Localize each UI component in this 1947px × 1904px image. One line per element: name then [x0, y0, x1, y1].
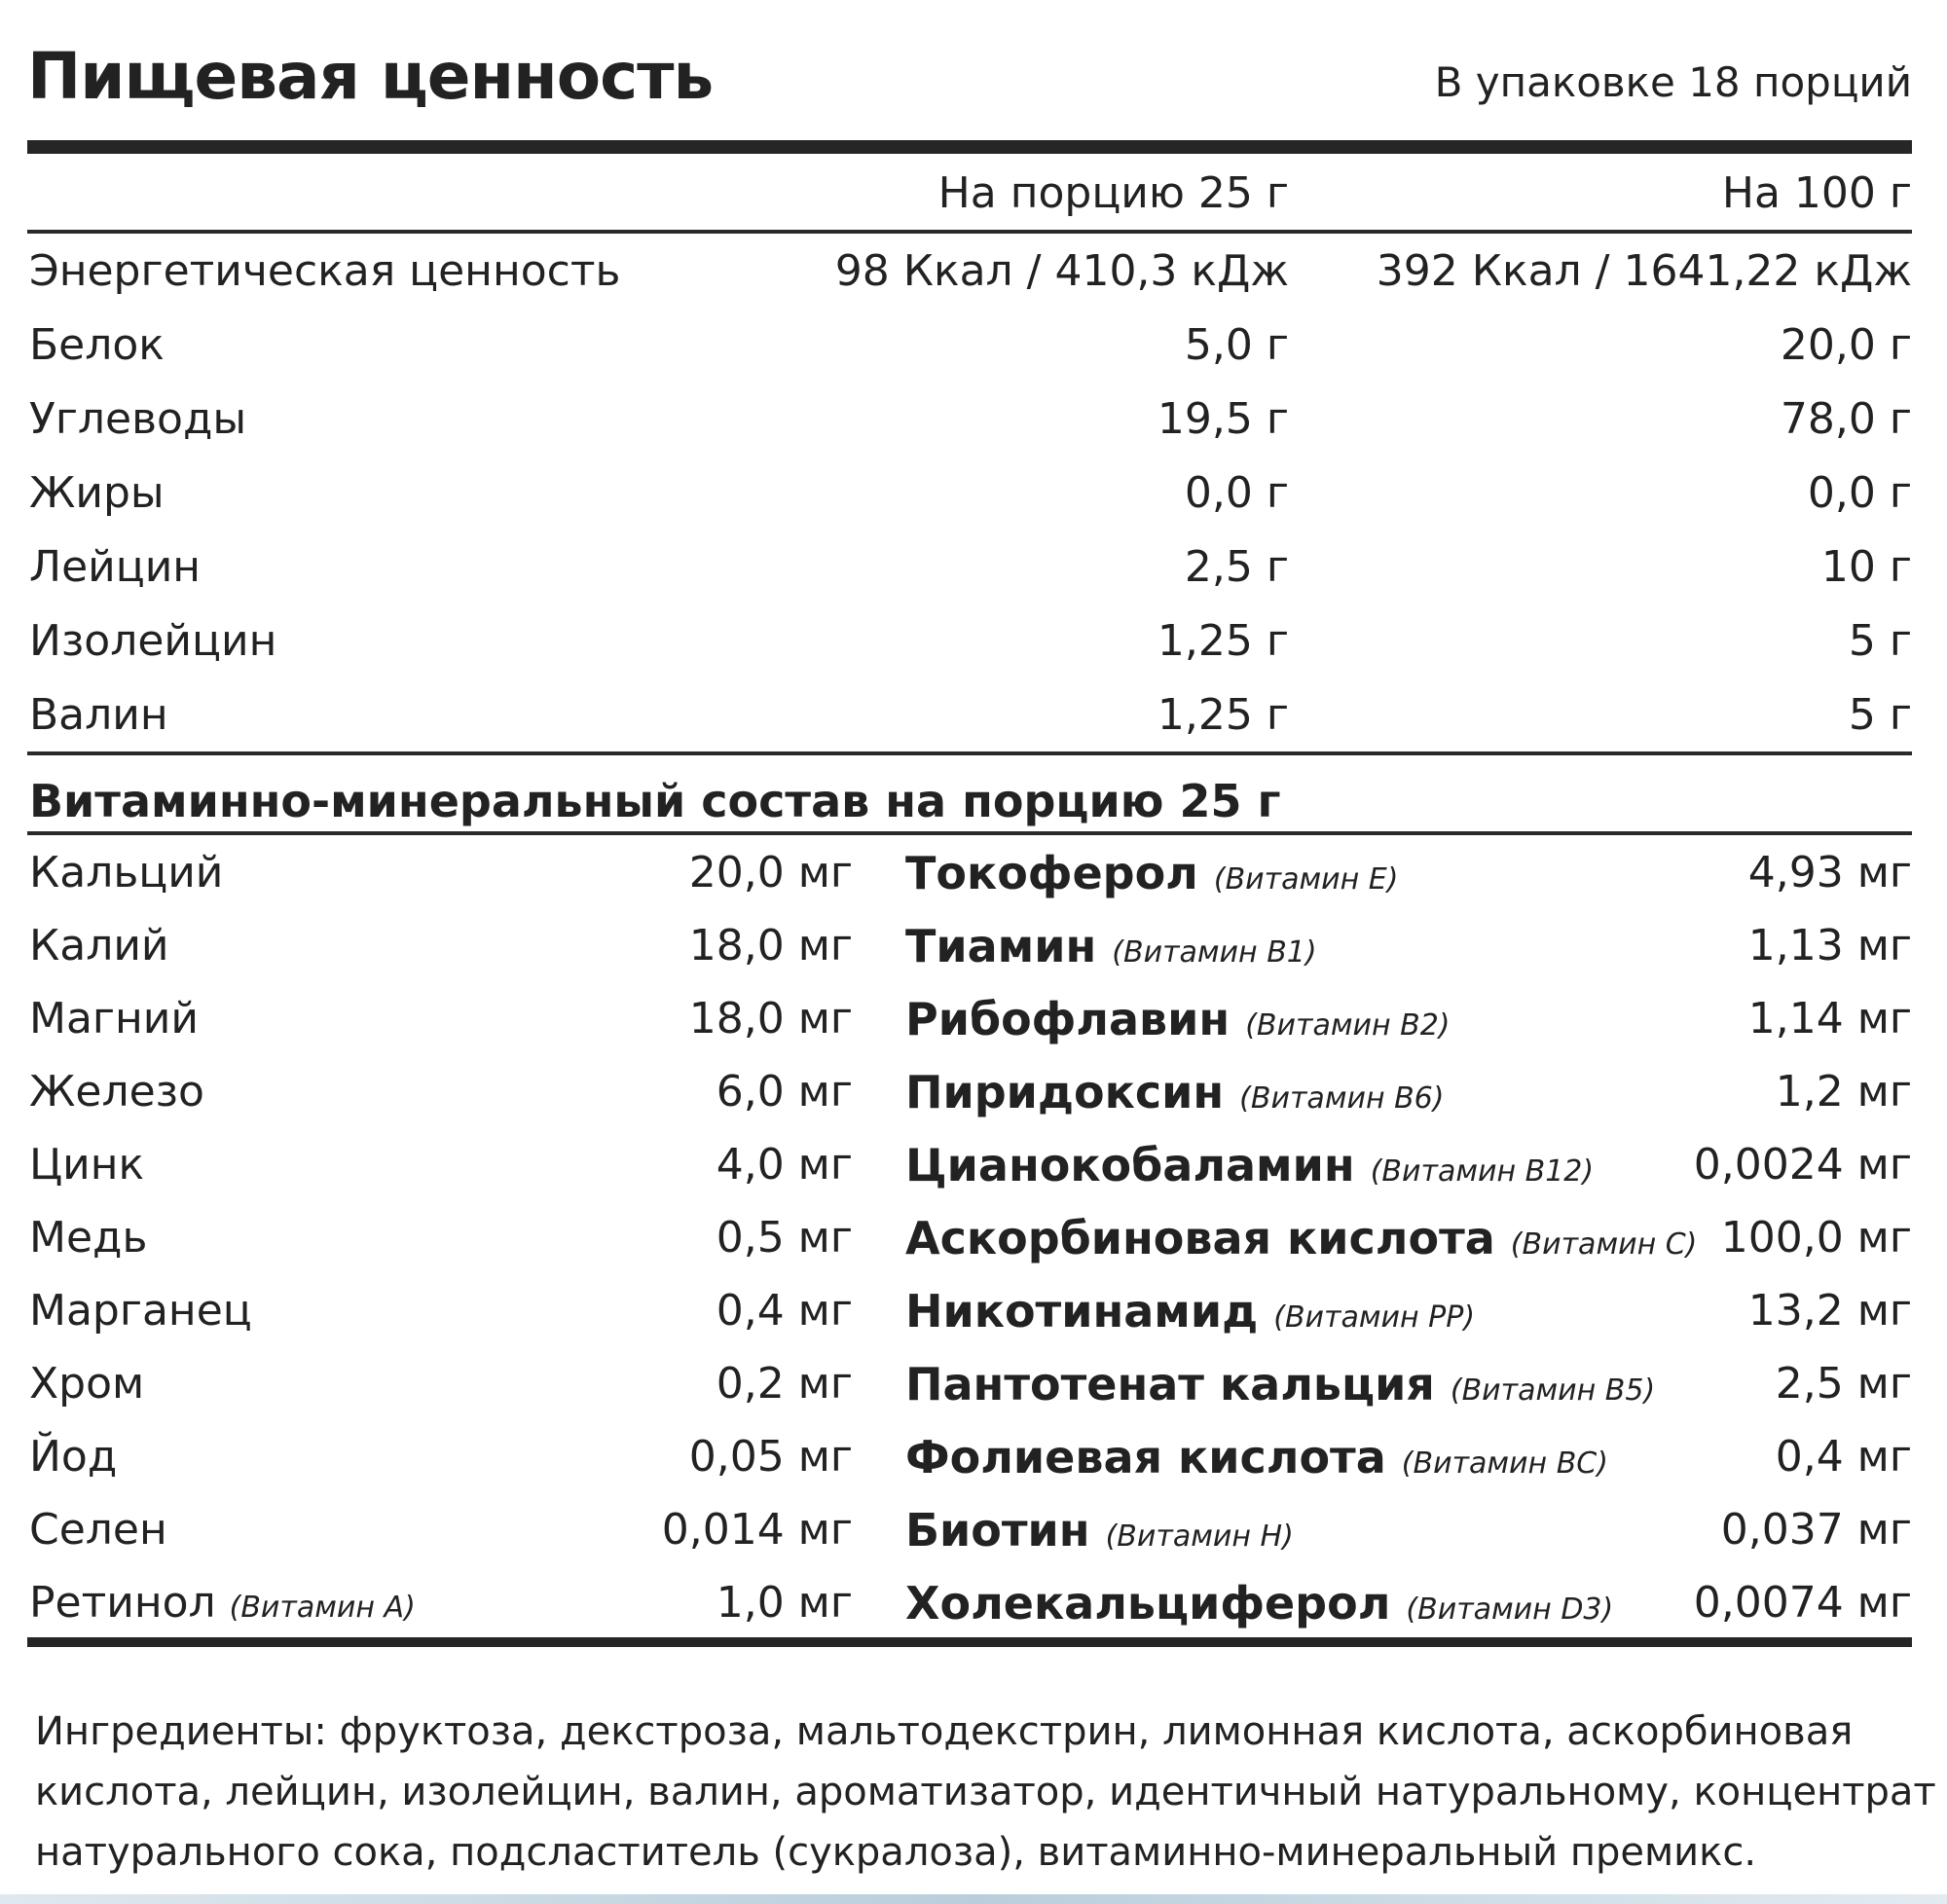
- vitamin-value: 100,0 мг: [1720, 1213, 1912, 1263]
- mineral-value: 4,0 мг: [716, 1140, 853, 1190]
- mineral-name: [29, 1432, 117, 1482]
- nutrient-name: Изолейцин: [29, 616, 277, 666]
- nutrient-name: Валин: [29, 690, 168, 740]
- vitamin-subtitle: (Витамин В1): [1112, 935, 1317, 970]
- divider-thick: [27, 140, 1912, 154]
- nutrient-per-serving: 19,5 г: [1157, 394, 1289, 444]
- vitamin-name-text: Никотинамид: [905, 1285, 1259, 1337]
- ingredients-line: натурального сока, подсластитель (сукралоза), витаминно-минеральный премикс.: [35, 1830, 1757, 1875]
- mineral-value: 0,2 мг: [716, 1359, 853, 1409]
- vitamin-value: 0,0024 мг: [1693, 1140, 1912, 1190]
- vitamin-row: [29, 1565, 1912, 1639]
- vitamin-row: [29, 1273, 1912, 1347]
- mineral-value: 0,4 мг: [716, 1286, 853, 1336]
- mineral-value: 18,0 мг: [688, 994, 853, 1044]
- nutrient-name: Углеводы: [29, 394, 247, 444]
- vitamin-name: [905, 1212, 1697, 1264]
- mineral-name-text: Калий: [29, 921, 169, 970]
- nutrient-per-serving: 0,0 г: [1184, 468, 1289, 518]
- nutrient-per-100g: 0,0 г: [1807, 468, 1912, 518]
- vitamin-subtitle: (Витамин С): [1510, 1227, 1698, 1262]
- vitamin-subtitle: (Витамин РР): [1273, 1300, 1476, 1335]
- vitamin-name-text: Пантотенат кальция: [905, 1358, 1435, 1410]
- vitamin-name-text: Фолиевая кислота: [905, 1431, 1386, 1483]
- vitamin-value: 1,14 мг: [1747, 994, 1912, 1044]
- vitamin-row: [29, 981, 1912, 1055]
- package-edge: [0, 1894, 1947, 1904]
- nutrient-name: Лейцин: [29, 542, 202, 592]
- mineral-value: 6,0 мг: [716, 1067, 853, 1117]
- nutrient-row: [29, 604, 1912, 677]
- vitamin-name-text: Аскорбиновая кислота: [905, 1212, 1495, 1264]
- vitamin-value: 4,93 мг: [1747, 848, 1912, 897]
- vitamin-row: [29, 1054, 1912, 1128]
- vitamin-name: [905, 920, 1317, 972]
- mineral-subtitle: (Витамин А): [229, 1591, 416, 1625]
- mineral-value: 18,0 мг: [688, 921, 853, 970]
- vitamin-value: 1,2 мг: [1775, 1067, 1912, 1117]
- mineral-name-text: Марганец: [29, 1286, 252, 1336]
- nutrient-row: [29, 677, 1912, 751]
- mineral-name-text: Магний: [29, 994, 200, 1044]
- nutrient-per-serving: 1,25 г: [1157, 690, 1289, 740]
- vitamin-value: 2,5 мг: [1775, 1359, 1912, 1409]
- ingredients-line: кислота, лейцин, изолейцин, валин, ароматизатор, идентичный натуральному, концентрат: [35, 1770, 1936, 1814]
- nutrient-row: [29, 234, 1912, 308]
- vitamin-subtitle: (Витамин Е): [1213, 862, 1399, 897]
- mineral-name-text: Медь: [29, 1213, 148, 1263]
- mineral-name-text: Ретинол: [29, 1578, 216, 1628]
- nutrient-per-100g: 78,0 г: [1780, 394, 1912, 444]
- vitamin-row: [29, 1419, 1912, 1493]
- mineral-name: [29, 1505, 167, 1555]
- vitamin-value: 0,037 мг: [1720, 1505, 1912, 1555]
- nutrient-per-serving: 5,0 г: [1184, 320, 1289, 370]
- vitamin-value: 0,4 мг: [1775, 1432, 1912, 1482]
- vitamin-row: [29, 1346, 1912, 1420]
- nutrient-row: [29, 530, 1912, 604]
- mineral-name-text: Кальций: [29, 848, 224, 897]
- vitamin-section-title: Витаминно-минеральный состав на порцию 25 г: [29, 775, 1281, 827]
- column-header-row: [29, 156, 1912, 230]
- nutrient-name: Энергетическая ценность: [29, 246, 621, 296]
- mineral-name: [29, 1213, 147, 1263]
- nutrient-per-100g: 392 Ккал / 1641,22 кДж: [1376, 246, 1912, 296]
- nutrient-per-serving: 1,25 г: [1157, 616, 1289, 666]
- vitamin-subtitle: (Витамин D3): [1406, 1593, 1614, 1627]
- vitamin-name: [905, 847, 1398, 899]
- nutrient-per-serving: 98 Ккал / 410,3 кДж: [834, 246, 1289, 296]
- mineral-value: 20,0 мг: [688, 848, 853, 897]
- mineral-value: 0,05 мг: [688, 1432, 853, 1482]
- vitamin-name: [905, 1066, 1444, 1118]
- column-per-100g: На 100 г: [1721, 168, 1912, 218]
- vitamin-name-text: Тиамин: [905, 920, 1097, 972]
- nutrient-per-100g: 5 г: [1848, 616, 1912, 666]
- nutrient-name: Белок: [29, 320, 165, 370]
- vitamin-subtitle: (Витамин В12): [1370, 1154, 1595, 1189]
- mineral-name-text: Хром: [29, 1359, 145, 1409]
- label-title: Пищевая ценность: [27, 39, 714, 114]
- vitamin-name-text: Пиридоксин: [905, 1066, 1225, 1118]
- mineral-name: [29, 848, 223, 897]
- vitamin-subtitle: (Витамин В2): [1245, 1008, 1451, 1043]
- mineral-name: [29, 1359, 144, 1409]
- vitamin-name: [905, 1139, 1594, 1191]
- nutrient-per-100g: 10 г: [1820, 542, 1912, 592]
- vitamin-value: 0,0074 мг: [1693, 1578, 1912, 1628]
- mineral-name: [29, 921, 169, 970]
- nutrient-row: [29, 382, 1912, 456]
- vitamin-name: [905, 1504, 1294, 1556]
- servings-note: В упаковке 18 порций: [1434, 58, 1912, 106]
- vitamin-row: [29, 835, 1912, 909]
- nutrient-per-serving: 2,5 г: [1184, 542, 1289, 592]
- mineral-name-text: Цинк: [29, 1140, 145, 1190]
- mineral-name-text: Селен: [29, 1505, 167, 1555]
- vitamin-name-text: Цианокобаламин: [905, 1139, 1355, 1191]
- nutrient-per-100g: 20,0 г: [1780, 320, 1912, 370]
- nutrient-name: Жиры: [29, 468, 165, 518]
- vitamin-name-text: Холекальциферол: [905, 1577, 1391, 1629]
- vitamin-name: [905, 993, 1450, 1045]
- nutrient-row: [29, 308, 1912, 382]
- vitamin-row: [29, 1492, 1912, 1566]
- vitamin-row: [29, 1200, 1912, 1274]
- vitamin-row: [29, 1127, 1912, 1201]
- mineral-name: [29, 994, 199, 1044]
- mineral-name-text: Йод: [29, 1432, 118, 1482]
- mineral-value: 0,014 мг: [661, 1505, 853, 1555]
- vitamin-name: [905, 1285, 1475, 1337]
- vitamin-subtitle: (Витамин В6): [1239, 1081, 1445, 1116]
- vitamin-name-text: Рибофлавин: [905, 993, 1231, 1045]
- divider: [27, 751, 1912, 755]
- vitamin-name: [905, 1358, 1655, 1410]
- vitamin-name: [905, 1577, 1613, 1629]
- mineral-name: [29, 1140, 144, 1190]
- nutrient-per-100g: 5 г: [1848, 690, 1912, 740]
- mineral-name: [29, 1578, 416, 1628]
- divider-thick: [27, 1637, 1912, 1647]
- nutrient-row: [29, 456, 1912, 530]
- vitamin-name-text: Биотин: [905, 1504, 1090, 1556]
- ingredients-line: Ингредиенты: фруктоза, декстроза, мальтодекстрин, лимонная кислота, аскорбиновая: [35, 1709, 1854, 1754]
- vitamin-subtitle: (Витамин ВС): [1401, 1446, 1608, 1481]
- vitamin-value: 1,13 мг: [1747, 921, 1912, 970]
- vitamin-row: [29, 908, 1912, 982]
- vitamin-subtitle: (Витамин Н): [1105, 1520, 1294, 1554]
- vitamin-value: 13,2 мг: [1747, 1286, 1912, 1336]
- vitamin-name: [905, 1431, 1608, 1483]
- mineral-value: 1,0 мг: [716, 1578, 853, 1628]
- mineral-name-text: Железо: [29, 1067, 204, 1117]
- vitamin-subtitle: (Витамин В5): [1450, 1373, 1656, 1408]
- column-per-serving: На порцию 25 г: [937, 168, 1289, 218]
- ingredients-text: [35, 1702, 1936, 1883]
- mineral-name: [29, 1286, 252, 1336]
- mineral-name: [29, 1067, 204, 1117]
- vitamin-name-text: Токоферол: [905, 847, 1198, 899]
- mineral-value: 0,5 мг: [716, 1213, 853, 1263]
